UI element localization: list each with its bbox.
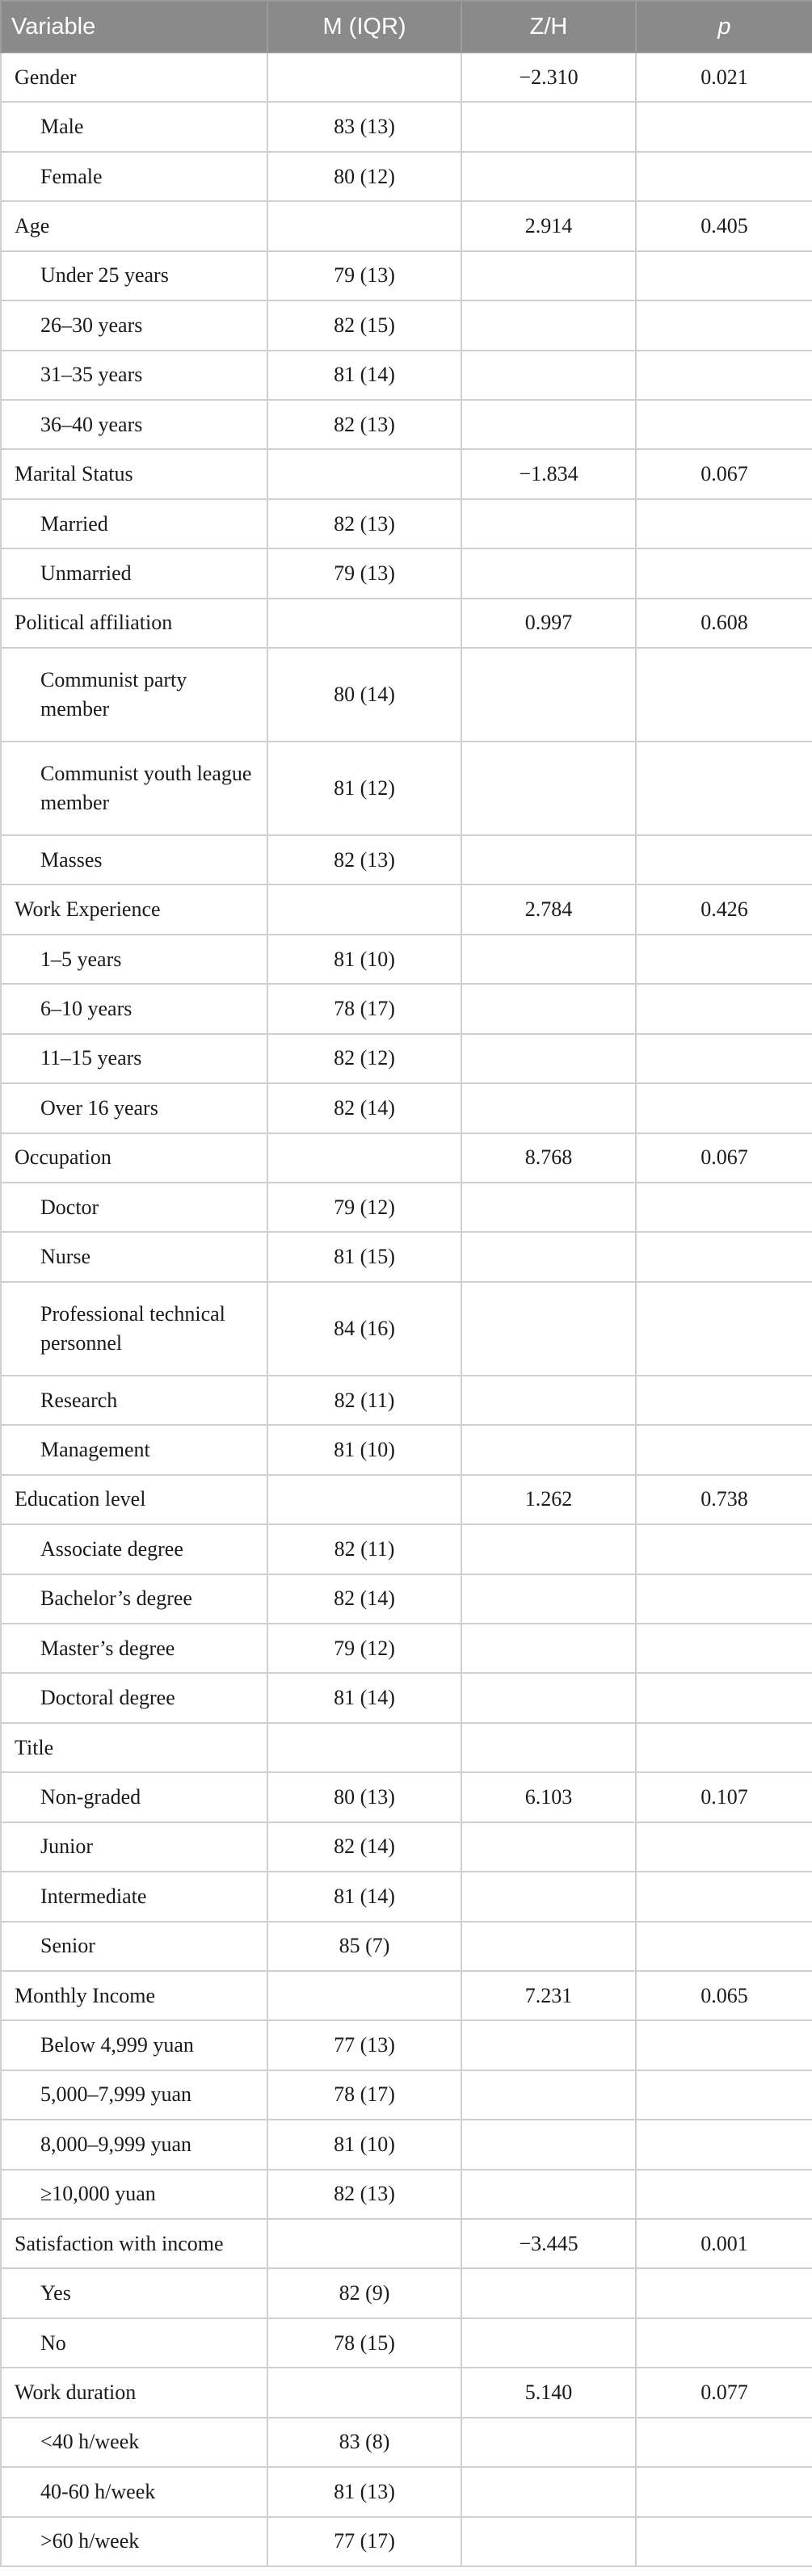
table-row-group xyxy=(1,2219,812,2268)
cell-median-iqr: 82 (13) xyxy=(267,835,461,885)
cell-median-iqr: 81 (14) xyxy=(267,351,461,400)
cell-variable: Occupation xyxy=(1,1133,267,1183)
cell-variable: No xyxy=(1,2318,267,2368)
cell-median-iqr xyxy=(267,1475,461,1524)
cell-variable: 8,000–9,999 yuan xyxy=(1,2120,267,2169)
cell-median-iqr: 78 (15) xyxy=(267,2318,461,2368)
cell-z-h xyxy=(461,2020,636,2070)
table-row xyxy=(1,1673,812,1722)
cell-variable: Doctoral degree xyxy=(1,1673,267,1722)
cell-median-iqr: 85 (7) xyxy=(267,1922,461,1971)
cell-variable: 40-60 h/week xyxy=(1,2467,267,2516)
table-row-group xyxy=(1,1133,812,1183)
cell-variable: Age xyxy=(1,201,267,250)
header-median-iqr: M (IQR) xyxy=(267,1,461,53)
cell-z-h xyxy=(461,251,636,300)
table-row xyxy=(1,300,812,350)
cell-variable: Doctor xyxy=(1,1183,267,1232)
cell-median-iqr xyxy=(267,885,461,934)
cell-variable: Political affiliation xyxy=(1,599,267,648)
cell-median-iqr: 83 (8) xyxy=(267,2418,461,2467)
table-row-group xyxy=(1,1971,812,2020)
cell-median-iqr: 79 (13) xyxy=(267,251,461,300)
cell-median-iqr: 78 (17) xyxy=(267,2070,461,2120)
cell-median-iqr xyxy=(267,1723,461,1772)
table-row xyxy=(1,1772,812,1822)
cell-median-iqr xyxy=(267,1133,461,1183)
cell-p: 0.067 xyxy=(636,449,812,498)
cell-variable: 5,000–7,999 yuan xyxy=(1,2070,267,2120)
cell-z-h: 2.914 xyxy=(461,201,636,250)
header-variable: Variable xyxy=(1,1,267,53)
table-row xyxy=(1,2418,812,2467)
table-row-group xyxy=(1,201,812,250)
cell-variable: 31–35 years xyxy=(1,351,267,400)
cell-z-h: 7.231 xyxy=(461,1971,636,2020)
cell-p xyxy=(636,548,812,598)
cell-p xyxy=(636,1922,812,1971)
cell-p: 0.405 xyxy=(636,201,812,250)
table-row xyxy=(1,2318,812,2368)
cell-z-h xyxy=(461,1183,636,1232)
table-row xyxy=(1,2170,812,2219)
cell-z-h xyxy=(461,648,636,742)
cell-median-iqr: 81 (10) xyxy=(267,935,461,984)
cell-p xyxy=(636,102,812,151)
cell-variable: Intermediate xyxy=(1,1872,267,1921)
table-body xyxy=(1,53,812,2566)
cell-variable: Monthly Income xyxy=(1,1971,267,2020)
table-row-group xyxy=(1,1475,812,1524)
table-row xyxy=(1,400,812,449)
cell-z-h xyxy=(461,2070,636,2120)
table-row xyxy=(1,1282,812,1376)
table-row-group xyxy=(1,53,812,102)
cell-variable: Non-graded xyxy=(1,1772,267,1822)
cell-median-iqr: 79 (12) xyxy=(267,1624,461,1673)
cell-z-h xyxy=(461,2318,636,2368)
cell-z-h xyxy=(461,1723,636,1772)
table-row xyxy=(1,2020,812,2070)
cell-median-iqr: 82 (15) xyxy=(267,300,461,350)
table-row xyxy=(1,1872,812,1921)
cell-p xyxy=(636,300,812,350)
cell-median-iqr: 79 (12) xyxy=(267,1183,461,1232)
table-row xyxy=(1,835,812,885)
cell-median-iqr: 77 (17) xyxy=(267,2517,461,2566)
cell-p xyxy=(636,1872,812,1921)
cell-z-h xyxy=(461,1673,636,1722)
cell-variable: Male xyxy=(1,102,267,151)
table-row xyxy=(1,152,812,201)
cell-variable: Management xyxy=(1,1425,267,1474)
table-row xyxy=(1,2120,812,2169)
cell-variable: 26–30 years xyxy=(1,300,267,350)
cell-z-h: 6.103 xyxy=(461,1772,636,1822)
cell-variable: Communist party member xyxy=(1,648,267,742)
cell-z-h: −3.445 xyxy=(461,2219,636,2268)
cell-median-iqr xyxy=(267,2368,461,2417)
cell-variable: Research xyxy=(1,1376,267,1425)
cell-p xyxy=(636,351,812,400)
cell-p xyxy=(636,2517,812,2566)
cell-p xyxy=(636,1034,812,1083)
cell-median-iqr: 80 (12) xyxy=(267,152,461,201)
cell-p xyxy=(636,1574,812,1624)
cell-variable: 36–40 years xyxy=(1,400,267,449)
cell-z-h xyxy=(461,2120,636,2169)
cell-variable: Associate degree xyxy=(1,1524,267,1574)
table-row xyxy=(1,1574,812,1624)
cell-z-h: −2.310 xyxy=(461,53,636,102)
cell-variable: ≥10,000 yuan xyxy=(1,2170,267,2219)
cell-z-h xyxy=(461,548,636,598)
cell-median-iqr: 80 (14) xyxy=(267,648,461,742)
cell-variable: <40 h/week xyxy=(1,2418,267,2467)
table-row xyxy=(1,251,812,300)
table-row-group xyxy=(1,885,812,934)
header-z-h: Z/H xyxy=(461,1,636,53)
cell-variable: Nurse xyxy=(1,1232,267,1281)
table-row-group xyxy=(1,449,812,498)
table-header xyxy=(1,1,812,53)
cell-p: 0.077 xyxy=(636,2368,812,2417)
cell-variable: Bachelor’s degree xyxy=(1,1574,267,1624)
cell-p xyxy=(636,499,812,548)
cell-p xyxy=(636,984,812,1033)
cell-z-h xyxy=(461,1034,636,1083)
cell-median-iqr: 82 (11) xyxy=(267,1524,461,1574)
cell-z-h: 8.768 xyxy=(461,1133,636,1183)
cell-z-h: 0.997 xyxy=(461,599,636,648)
cell-median-iqr: 82 (14) xyxy=(267,1822,461,1872)
cell-z-h xyxy=(461,2170,636,2219)
cell-p: 0.426 xyxy=(636,885,812,934)
cell-p: 0.608 xyxy=(636,599,812,648)
table-row xyxy=(1,1922,812,1971)
cell-p xyxy=(636,251,812,300)
cell-p xyxy=(636,1376,812,1425)
cell-p xyxy=(636,835,812,885)
cell-variable: Below 4,999 yuan xyxy=(1,2020,267,2070)
cell-z-h xyxy=(461,1872,636,1921)
cell-median-iqr: 81 (10) xyxy=(267,2120,461,2169)
cell-median-iqr xyxy=(267,201,461,250)
cell-median-iqr: 82 (14) xyxy=(267,1574,461,1624)
cell-median-iqr: 82 (12) xyxy=(267,1034,461,1083)
cell-p xyxy=(636,1624,812,1673)
cell-p xyxy=(636,648,812,742)
cell-z-h xyxy=(461,1624,636,1673)
cell-z-h xyxy=(461,1822,636,1872)
cell-median-iqr: 84 (16) xyxy=(267,1282,461,1376)
table-row xyxy=(1,742,812,835)
cell-z-h xyxy=(461,2418,636,2467)
cell-variable: >60 h/week xyxy=(1,2517,267,2566)
cell-p xyxy=(636,1083,812,1133)
cell-variable: 6–10 years xyxy=(1,984,267,1033)
cell-variable: Education level xyxy=(1,1475,267,1524)
cell-variable: Communist youth league member xyxy=(1,742,267,835)
cell-median-iqr: 81 (10) xyxy=(267,1425,461,1474)
cell-variable: Masses xyxy=(1,835,267,885)
cell-z-h: 5.140 xyxy=(461,2368,636,2417)
table-row xyxy=(1,351,812,400)
cell-z-h xyxy=(461,1425,636,1474)
cell-p: 0.067 xyxy=(636,1133,812,1183)
cell-median-iqr: 79 (13) xyxy=(267,548,461,598)
cell-median-iqr: 82 (14) xyxy=(267,1083,461,1133)
cell-z-h xyxy=(461,2517,636,2566)
cell-median-iqr: 82 (9) xyxy=(267,2268,461,2318)
cell-variable: Yes xyxy=(1,2268,267,2318)
cell-variable: Title xyxy=(1,1723,267,1772)
cell-p xyxy=(636,1673,812,1722)
cell-p xyxy=(636,2268,812,2318)
cell-z-h xyxy=(461,1376,636,1425)
table-row xyxy=(1,1425,812,1474)
table-row xyxy=(1,499,812,548)
cell-p xyxy=(636,2418,812,2467)
cell-median-iqr xyxy=(267,2219,461,2268)
cell-p xyxy=(636,1524,812,1574)
table-row xyxy=(1,1232,812,1281)
cell-variable: Professional technical personnel xyxy=(1,1282,267,1376)
cell-median-iqr: 81 (12) xyxy=(267,742,461,835)
cell-z-h xyxy=(461,1524,636,1574)
cell-p: 0.107 xyxy=(636,1772,812,1822)
table-row xyxy=(1,648,812,742)
cell-median-iqr xyxy=(267,599,461,648)
cell-median-iqr: 81 (14) xyxy=(267,1673,461,1722)
cell-p xyxy=(636,1822,812,1872)
cell-median-iqr: 82 (13) xyxy=(267,499,461,548)
cell-p: 0.021 xyxy=(636,53,812,102)
table-row xyxy=(1,984,812,1033)
table-row xyxy=(1,102,812,151)
cell-z-h xyxy=(461,742,636,835)
table-row-group xyxy=(1,1723,812,1772)
cell-z-h xyxy=(461,1574,636,1624)
cell-p xyxy=(636,2020,812,2070)
cell-z-h xyxy=(461,935,636,984)
table-row xyxy=(1,2268,812,2318)
cell-variable: 11–15 years xyxy=(1,1034,267,1083)
cell-p xyxy=(636,2467,812,2516)
cell-p: 0.065 xyxy=(636,1971,812,2020)
cell-variable: Over 16 years xyxy=(1,1083,267,1133)
cell-median-iqr: 78 (17) xyxy=(267,984,461,1033)
cell-variable: Senior xyxy=(1,1922,267,1971)
cell-median-iqr: 77 (13) xyxy=(267,2020,461,2070)
cell-p xyxy=(636,2120,812,2169)
cell-variable: Female xyxy=(1,152,267,201)
cell-variable: Work duration xyxy=(1,2368,267,2417)
cell-z-h: 2.784 xyxy=(461,885,636,934)
cell-variable: Gender xyxy=(1,53,267,102)
cell-p xyxy=(636,152,812,201)
cell-p xyxy=(636,2070,812,2120)
cell-variable: Junior xyxy=(1,1822,267,1872)
cell-median-iqr: 83 (13) xyxy=(267,102,461,151)
table-row xyxy=(1,1183,812,1232)
cell-z-h xyxy=(461,351,636,400)
cell-p: 0.001 xyxy=(636,2219,812,2268)
cell-median-iqr: 82 (13) xyxy=(267,400,461,449)
table-row-group xyxy=(1,2368,812,2417)
cell-z-h xyxy=(461,1922,636,1971)
cell-z-h xyxy=(461,300,636,350)
table-row xyxy=(1,2517,812,2566)
cell-median-iqr: 82 (13) xyxy=(267,2170,461,2219)
cell-z-h xyxy=(461,400,636,449)
cell-z-h xyxy=(461,984,636,1033)
cell-z-h xyxy=(461,2268,636,2318)
cell-z-h xyxy=(461,1282,636,1376)
cell-variable: Satisfaction with income xyxy=(1,2219,267,2268)
cell-z-h xyxy=(461,1232,636,1281)
table-row xyxy=(1,1083,812,1133)
cell-variable: 1–5 years xyxy=(1,935,267,984)
cell-p xyxy=(636,2318,812,2368)
cell-median-iqr: 81 (14) xyxy=(267,1872,461,1921)
cell-median-iqr: 82 (11) xyxy=(267,1376,461,1425)
cell-p xyxy=(636,1183,812,1232)
cell-z-h xyxy=(461,102,636,151)
cell-p: 0.738 xyxy=(636,1475,812,1524)
cell-variable: Under 25 years xyxy=(1,251,267,300)
cell-p xyxy=(636,2170,812,2219)
table-row xyxy=(1,1822,812,1872)
table-row xyxy=(1,2467,812,2516)
header-row xyxy=(1,1,812,53)
table-row-group xyxy=(1,599,812,648)
cell-variable: Master’s degree xyxy=(1,1624,267,1673)
header-p: p xyxy=(636,1,812,53)
cell-z-h: 1.262 xyxy=(461,1475,636,1524)
cell-p xyxy=(636,742,812,835)
cell-median-iqr xyxy=(267,1971,461,2020)
cell-p xyxy=(636,935,812,984)
table-row xyxy=(1,1624,812,1673)
table-row xyxy=(1,1376,812,1425)
cell-p xyxy=(636,1425,812,1474)
cell-p xyxy=(636,1282,812,1376)
cell-median-iqr xyxy=(267,53,461,102)
cell-p xyxy=(636,1232,812,1281)
cell-z-h: −1.834 xyxy=(461,449,636,498)
table-row xyxy=(1,2070,812,2120)
cell-variable: Work Experience xyxy=(1,885,267,934)
cell-variable: Married xyxy=(1,499,267,548)
cell-z-h xyxy=(461,499,636,548)
cell-variable: Marital Status xyxy=(1,449,267,498)
cell-median-iqr: 80 (13) xyxy=(267,1772,461,1822)
cell-z-h xyxy=(461,835,636,885)
cell-z-h xyxy=(461,152,636,201)
table-row xyxy=(1,1034,812,1083)
cell-median-iqr: 81 (15) xyxy=(267,1232,461,1281)
table-row xyxy=(1,935,812,984)
cell-z-h xyxy=(461,1083,636,1133)
cell-p xyxy=(636,1723,812,1772)
table-row xyxy=(1,548,812,598)
table-row xyxy=(1,1524,812,1574)
cell-median-iqr xyxy=(267,449,461,498)
cell-p xyxy=(636,400,812,449)
cell-z-h xyxy=(461,2467,636,2516)
cell-variable: Unmarried xyxy=(1,548,267,598)
cell-median-iqr: 81 (13) xyxy=(267,2467,461,2516)
